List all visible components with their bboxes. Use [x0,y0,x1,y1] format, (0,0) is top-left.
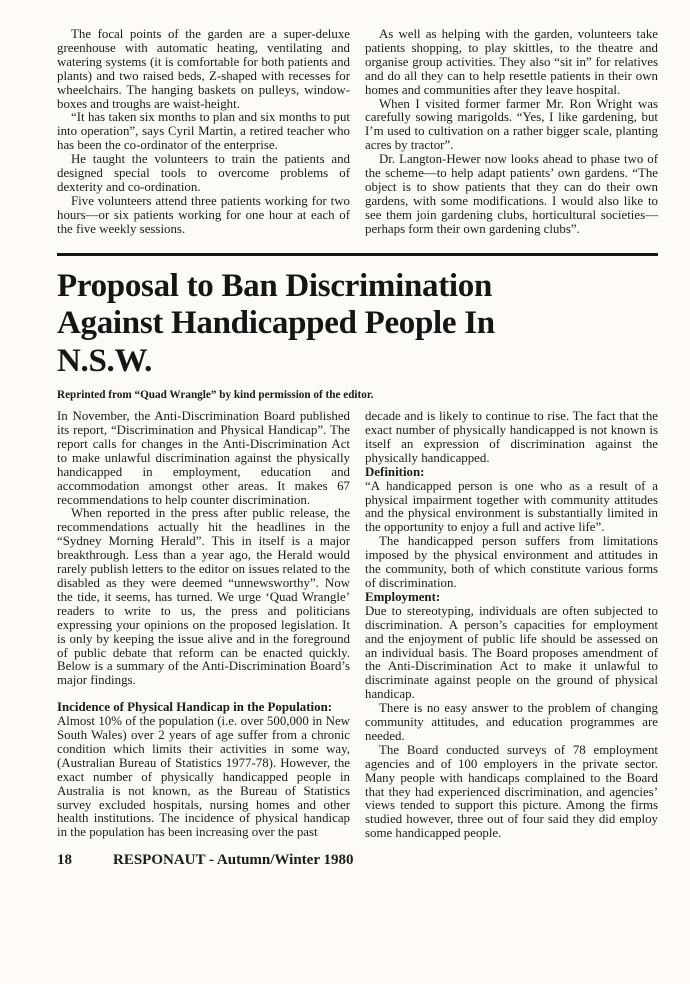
subheading-incidence: Incidence of Physical Handicap in the Population: [57,700,333,715]
garden-paragraph: The focal points of the garden are a super-deluxe greenhouse with automatic heating, ventilating and watering systems (it is comfortable for both patients and plants) and two raised beds, Z-shaped with recesses for wheelchairs. The hanging baskets on pulleys, window-boxes and troughs are waist-height. [57,27,350,111]
article-left-column [57,410,350,841]
subheading-definition: Definition: [365,464,425,479]
article-paragraph: Due to stereotyping, individuals are often subjected to discrimination. A person’s capacities for employment and the enjoyment of public life should be assessed on an individual basis. The Board proposes amendment of the Anti-Discrimination Act to make it unlawful to discriminate against people on the ground of physical handicap. [365,603,658,702]
article-paragraph: “A handicapped person is one who as a result of a physical impairment together with community attitudes and the physical environment is substantially limited in the opportunity to enjoy a full and active life”. [365,478,658,535]
article-paragraph: There is no easy answer to the problem of changing community attitudes, and education programmes are needed. [365,701,658,743]
garden-article-right-column [365,28,658,237]
page-number: 18 [57,852,72,869]
article-headline [57,268,658,381]
garden-paragraph: He taught the volunteers to train the patients and designed special tools to overcome problems of dexterity and co-ordination. [57,152,350,194]
subheading-employment: Employment: [365,589,441,604]
article-paragraph: Almost 10% of the population (i.e. over 500,000 in New South Wales) over 2 years of age suffer from a chronic condition which limits their activities in some way, (Australian Bureau of Statistics 1977-78). However, the exact number of physically handicapped people in Australia is not known, as the Bureau of Statistics survey excluded hospitals, nursing homes and other health institutions. The incidence of physical handicap in the population has been increasing over the past [57,714,350,840]
headline-line-3: N.S.W. [57,342,153,379]
garden-article-continuation [57,28,658,237]
garden-paragraph: When I visited former farmer Mr. Ron Wright was carefully sowing marigolds. “Yes, I like gardening, but I’m used to cultivation on a rather bigger scale, planting acres by tractor”. [365,96,658,153]
garden-article-left-column [57,28,350,237]
article-paragraph: The Board conducted surveys of 78 employment agencies and of 100 employers in the private sector. Many people with handicaps complained to the Board that they had experienced discrimination, and agencies’ views tended to support this picture. Among the firms studied however, three out of four said they did employ some handicapped people. [365,742,658,841]
article-paragraph: When reported in the press after public release, the recommendations actually hit the headlines in the “Sydney Morning Herald”. This in itself is a major breakthrough. Less than a year ago, the Herald would rarely publish letters to the editor on issues related to the disabled as they were deemed “unnewsworthy”. Now the tide, it seems, has turned. We urge ‘Quad Wrangle’ readers to write to us, the press and politicians expressing your opinions on the proposed legislation. It is only by keeping the issue alive and in the foreground of public debate that reform can be enacted quickly. Below is a summary of the Anti-Discrimination Board’s major findings. [57,506,350,688]
garden-paragraph: Dr. Langton-Hewer now looks ahead to phase two of the scheme—to help adapt patients’ own gardens. “The object is to show patients that they can do their own gardens, with some modifications. I would also like to see them join gardening clubs, horticultural societies—perhaps form their own gardening clubs”. [365,152,658,236]
section-divider-rule [57,253,658,256]
garden-paragraph: Five volunteers attend three patients working for two hours—or six patients working for one hour at each of the five weekly sessions. [57,193,350,236]
headline-line-2: Against Handicapped People In [57,305,495,342]
article-paragraph: The handicapped person suffers from limitations imposed by the physical environment and attitudes in the community, both of which constitute various forms of discrimination. [365,534,658,590]
headline-line-1: Proposal to Ban Discrimination [57,267,493,304]
article-body [57,410,658,841]
article-paragraph: In November, the Anti-Discrimination Board published its report, “Discrimination and Physical Handicap”. The report calls for changes in the Anti-Discrimination Act to make unlawful discrimination against the physically handicapped in employment, education and accommodation amongst other areas. It makes 67 recommendations to help counter discrimination. [57,409,350,507]
garden-paragraph: As well as helping with the garden, volunteers take patients shopping, to play skittles, to the theatre and organise group activities. They also “sit in” for relatives and do all they can to help resettle patients in their own homes and communities after they leave hospital. [365,27,658,97]
article-byline: Reprinted from “Quad Wrangle” by kind permission of the editor. [57,389,374,402]
article-paragraph: decade and is likely to continue to rise. The fact that the exact number of physically handicapped is not known is itself an expression of discrimination against the physically handicapped. [365,409,658,465]
journal-title: RESPONAUT - Autumn/Winter 1980 [113,852,354,869]
article-right-column [365,410,658,841]
garden-paragraph: “It has taken six months to plan and six months to put into operation”, says Cyril Martin, a retired teacher who has been the co-ordinator of the enterprise. [57,110,350,153]
page-footer [57,852,658,869]
